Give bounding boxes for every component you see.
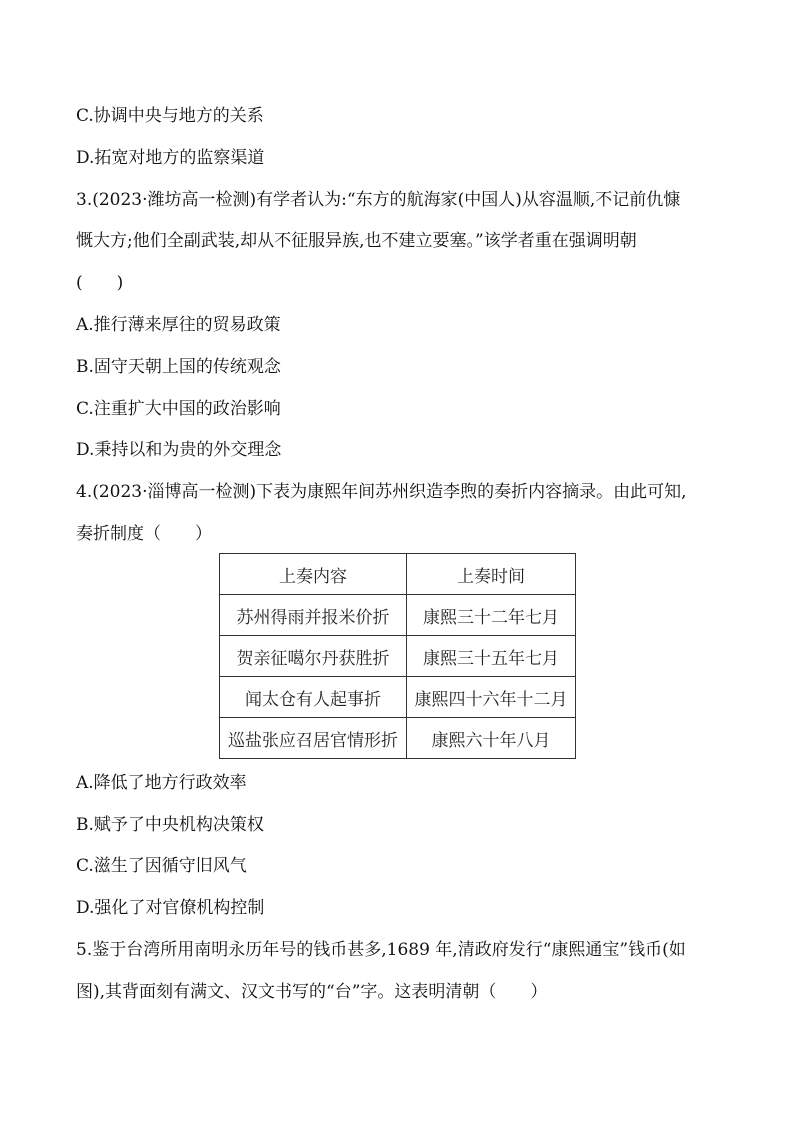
line-q5-stem-2: 图),其背面刻有满文、汉文书写的“台”字。这表明清朝（ ） xyxy=(76,982,548,1002)
line-q4-option-a: A.降低了地方行政效率 xyxy=(76,773,247,793)
table-header-row xyxy=(220,554,576,595)
table-row xyxy=(220,718,576,759)
line-q3-option-c: C.注重扩大中国的政治影响 xyxy=(76,399,281,419)
line-q4-option-b: B.赋予了中央机构决策权 xyxy=(76,815,264,835)
line-q3-option-b: B.固守天朝上国的传统观念 xyxy=(76,357,281,377)
line-q4-option-d: D.强化了对官僚机构控制 xyxy=(76,898,265,918)
table-cell-time: 康熙三十五年七月 xyxy=(407,636,576,677)
table-cell-content: 闻太仓有人起事折 xyxy=(220,677,407,718)
line-q4-stem-1: 4.(2023·淄博高一检测)下表为康熙年间苏州织造李煦的奏折内容摘录。由此可知, xyxy=(76,482,687,502)
line-q3-option-d: D.秉持以和为贵的外交理念 xyxy=(76,440,282,460)
line-q3-option-a: A.推行薄来厚往的贸易政策 xyxy=(76,315,281,335)
table-cell-time: 康熙四十六年十二月 xyxy=(407,677,576,718)
table-row xyxy=(220,595,576,636)
line-q3-stem-2: 慨大方;他们全副武装,却从不征服异族,也不建立要塞。”该学者重在强调明朝 xyxy=(76,231,637,251)
line-q2-option-c: C.协调中央与地方的关系 xyxy=(76,106,264,126)
line-q3-answer-bracket: ( ) xyxy=(76,273,124,293)
table-cell-content: 苏州得雨并报米价折 xyxy=(220,595,407,636)
table-header-content: 上奏内容 xyxy=(220,554,407,595)
line-q4-stem-2: 奏折制度（ ） xyxy=(76,524,212,544)
table-row xyxy=(220,677,576,718)
line-q3-stem-1: 3.(2023·潍坊高一检测)有学者认为:“东方的航海家(中国人)从容温顺,不记前仇慷 xyxy=(76,190,681,210)
line-q2-option-d: D.拓宽对地方的监察渠道 xyxy=(76,148,265,168)
table-cell-time: 康熙六十年八月 xyxy=(407,718,576,759)
table-cell-content: 贺亲征噶尔丹获胜折 xyxy=(220,636,407,677)
line-q5-stem-1: 5.鉴于台湾所用南明永历年号的钱币甚多,1689 年,清政府发行“康熙通宝”钱币(如 xyxy=(76,940,686,960)
line-q4-option-c: C.滋生了因循守旧风气 xyxy=(76,856,247,876)
memorial-table xyxy=(219,553,576,759)
table-cell-time: 康熙三十二年七月 xyxy=(407,595,576,636)
table-row xyxy=(220,636,576,677)
table-cell-content: 巡盐张应召居官情形折 xyxy=(220,718,407,759)
table-header-time: 上奏时间 xyxy=(407,554,576,595)
